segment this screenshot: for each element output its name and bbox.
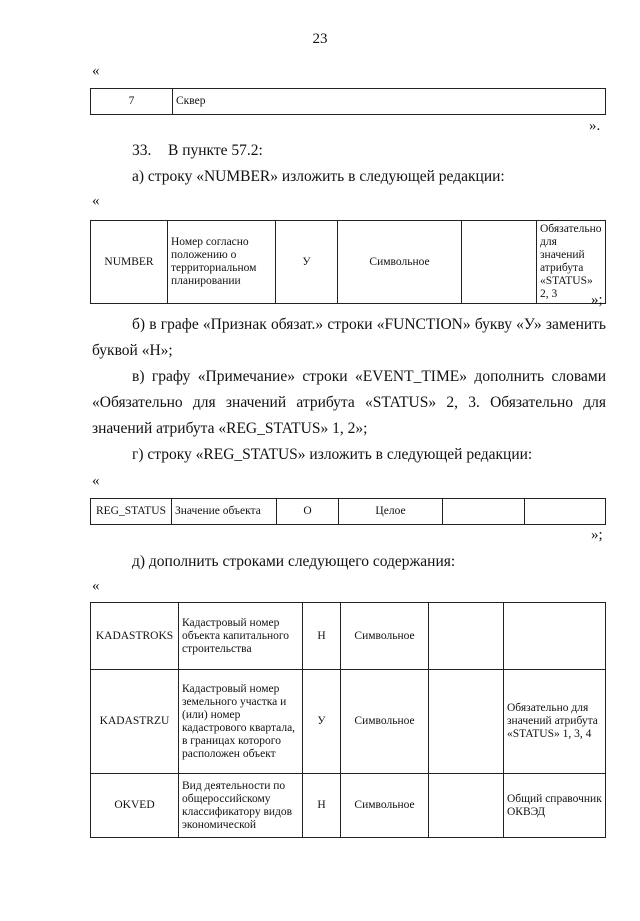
cell-name: Сквер — [173, 89, 606, 115]
cell-desc: Значение объекта — [172, 499, 277, 525]
cell-type: Целое — [339, 499, 443, 525]
cell-code: KADASTROKS — [91, 603, 179, 670]
table-row — [91, 89, 606, 115]
cell-desc: Вид деятельности по общероссийскому классификатору видов экономической — [179, 774, 303, 838]
paragraph-b: б) в графе «Признак обязат.» строки «FUNCTION» букву «У» заменить буквой «Н»; — [92, 316, 606, 359]
cell-note: Обязательно для значений атрибута «STATUS» 2, 3 — [537, 221, 606, 304]
table-3 — [90, 498, 606, 525]
cell-flag: Н — [303, 603, 341, 670]
cell-type: Символьное — [338, 221, 462, 304]
table-4 — [90, 602, 606, 838]
table-row — [91, 221, 606, 304]
table-row — [91, 670, 606, 774]
open-quote-2: « — [92, 193, 100, 209]
cell-code: REG_STATUS — [91, 499, 172, 525]
table-row — [91, 603, 606, 670]
table-row — [91, 499, 606, 525]
cell-desc: Номер согласно положению о территориальном планировании — [168, 221, 276, 304]
cell-flag: Н — [303, 774, 341, 838]
cell-num: 7 — [91, 89, 173, 115]
open-quote-3: « — [92, 473, 100, 489]
paragraph-a: а) строку «NUMBER» изложить в следующей редакции: — [132, 168, 505, 185]
cell-code: NUMBER — [91, 221, 168, 304]
item-33-number: 33. — [132, 142, 152, 159]
paragraph-g: г) строку «REG_STATUS» изложить в следующей редакции: — [132, 446, 533, 463]
cell-note — [504, 603, 606, 670]
cell-desc: Кадастровый номер объекта капитального строительства — [179, 603, 303, 670]
cell-desc: Кадастровый номер земельного участка и (или) номер кадастрового квартала, в границах которого расположен объект — [179, 670, 303, 774]
close-quote-2: »; — [591, 292, 603, 308]
open-quote-4: « — [92, 578, 100, 594]
cell-code: KADASTRZU — [91, 670, 179, 774]
cell-empty — [429, 670, 504, 774]
cell-flag: О — [277, 499, 339, 525]
page-number: 23 — [312, 31, 328, 47]
paragraph-v: в) графу «Примечание» строки «EVENT_TIME» дополнить словами «Обязательно для значений атрибута «STATUS» 2, 3. Обязательно для значений атрибута «REG_STATUS» 1, 2»; — [92, 368, 606, 437]
close-quote-1: ». — [589, 118, 601, 134]
cell-empty — [429, 603, 504, 670]
cell-empty — [462, 221, 537, 304]
cell-flag: У — [276, 221, 338, 304]
table-1 — [90, 88, 606, 115]
item-33-text: В пункте 57.2: — [168, 142, 263, 159]
cell-empty — [429, 774, 504, 838]
table-row — [91, 774, 606, 838]
open-quote-1: « — [92, 63, 100, 79]
cell-flag: У — [303, 670, 341, 774]
paragraph-d: д) дополнить строками следующего содержания: — [132, 553, 456, 570]
cell-type: Символьное — [341, 670, 429, 774]
cell-type: Символьное — [341, 603, 429, 670]
close-quote-3: »; — [591, 527, 603, 543]
cell-empty — [525, 499, 606, 525]
cell-code: OKVED — [91, 774, 179, 838]
cell-note: Общий справочник ОКВЭД — [504, 774, 606, 838]
cell-empty — [443, 499, 525, 525]
cell-note: Обязательно для значений атрибута «STATUS» 1, 3, 4 — [504, 670, 606, 774]
table-2 — [90, 220, 606, 304]
cell-type: Символьное — [341, 774, 429, 838]
